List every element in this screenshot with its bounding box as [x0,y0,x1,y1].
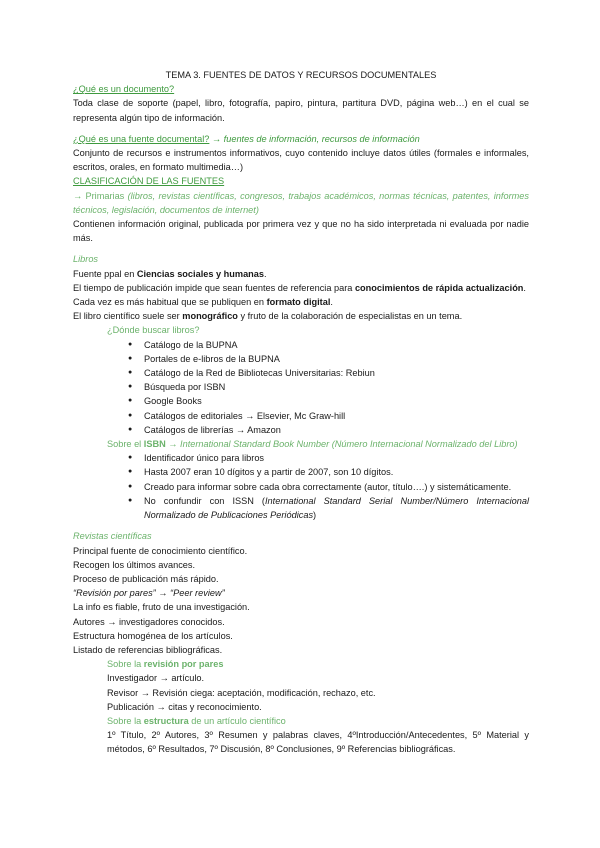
revision-heading: Sobre la revisión por pares [107,659,224,670]
revistas-line: Recogen los últimos avances. [73,559,196,570]
question-fuente-note: → fuentes de información, recursos de información [209,133,420,144]
list-item: ● Creado para informar sobre cada obra correctamente (autor, título….) y sistemáticamente. [128,480,529,494]
isbn-list [73,451,529,522]
answer-fuente-documental: Conjunto de recursos e instrumentos informativos, cuyo contenido incluye datos útiles (formales e informales, escritos, orales, en formato multimedia…) [73,148,529,173]
revistas-line: Proceso de publicación más rápido. [73,573,219,584]
estructura-text: 1º Título, 2º Autores, 3º Resumen y palabras claves, 4ºIntroducción/Antecedentes, 5º Material y métodos, 6º Resultados, 7º Discusión, 8º Conclusiones, 9º Referencias bibliográficas. [107,730,529,755]
list-item: ● Google Books [128,394,529,408]
revistas-line: Autores → investigadores conocidos. [73,616,225,627]
list-item: ● Búsqueda por ISBN [128,380,529,394]
primarias-examples: (libros, revistas científicas, congresos, trabajos académicos, normas técnicas, patentes, informes técnicos, legislación, documentos de internet) [73,190,529,215]
revistas-line: Listado de referencias bibliográficas. [73,644,223,655]
list-item: ● Identificador único para libros [128,451,529,465]
isbn-heading: Sobre el ISBN → International Standard Book Number (Número Internacional Normalizado del Libro) [107,439,518,450]
question-fuente-text: ¿Qué es una fuente documental? [73,133,210,144]
list-item: ● Catálogos de editoriales → Elsevier, Mc Graw-hill [128,409,529,423]
clasificacion-heading [73,174,529,188]
revision-line: Investigador → artículo. [107,673,205,684]
page-title: TEMA 3. FUENTES DE DATOS Y RECURSOS DOCUMENTALES [165,70,437,80]
donde-buscar-heading: ¿Dónde buscar libros? [107,325,200,336]
list-item: ● Catálogos de librerías → Amazon [128,423,529,437]
revistas-line: Estructura homogénea de los artículos. [73,630,233,641]
libros-line-3: Cada vez es más habitual que se publiquen en formato digital. [73,297,333,308]
revistas-line: Principal fuente de conocimiento científico. [73,545,248,556]
document-page [73,68,529,757]
list-item: ● No confundir con ISSN (International Standard Serial Number/Número Internacional Normalizado de Publicaciones Periódicas) [128,494,529,522]
primarias-line [73,189,529,217]
donde-buscar-list [73,338,529,437]
list-item: ● Catálogo de la BUPNA [128,338,529,352]
libros-line-1: Fuente ppal en Ciencias sociales y humanas. [73,268,267,279]
revistas-line: La info es fiable, fruto de una investigación. [73,602,250,613]
libros-line-2: El tiempo de publicación impide que sean fuentes de referencia para conocimientos de rápida actualización. [73,282,526,293]
question-fuente-documental [73,132,529,146]
libros-heading: Libros [73,254,99,265]
estructura-heading: Sobre la estructura de un artículo científico [107,715,286,726]
primarias-label: → Primarias [73,190,125,201]
list-item: ● Portales de e-libros de la BUPNA [128,352,529,366]
revistas-heading: Revistas científicas [73,531,152,542]
revision-line: Publicación → citas y reconocimiento. [107,701,262,712]
primarias-description: Contienen información original, publicada por primera vez y que no ha sido interpretada ni evaluada por nadie más. [73,219,529,244]
question-documento [73,82,529,96]
libros-line-4: El libro científico suele ser monográfico y fruto de la colaboración de especialistas en un tema. [73,311,463,322]
question-documento-text: ¿Qué es un documento? [73,84,175,95]
answer-documento: Toda clase de soporte (papel, libro, fotografía, papiro, pintura, partitura DVD, página web…) en el cual se representa algún tipo de información. [73,98,529,123]
revision-line: Revisor → Revisión ciega: aceptación, modificación, rechazo, etc. [107,687,376,698]
peer-review-line: “Revisión por pares” → “Peer review” [73,588,225,599]
clasificacion-heading-text: CLASIFICACIÓN DE LAS FUENTES [73,176,225,187]
list-item: ● Hasta 2007 eran 10 dígitos y a partir de 2007, son 10 dígitos. [128,465,529,479]
list-item: ● Catálogo de la Red de Bibliotecas Universitarias: Rebiun [128,366,529,380]
